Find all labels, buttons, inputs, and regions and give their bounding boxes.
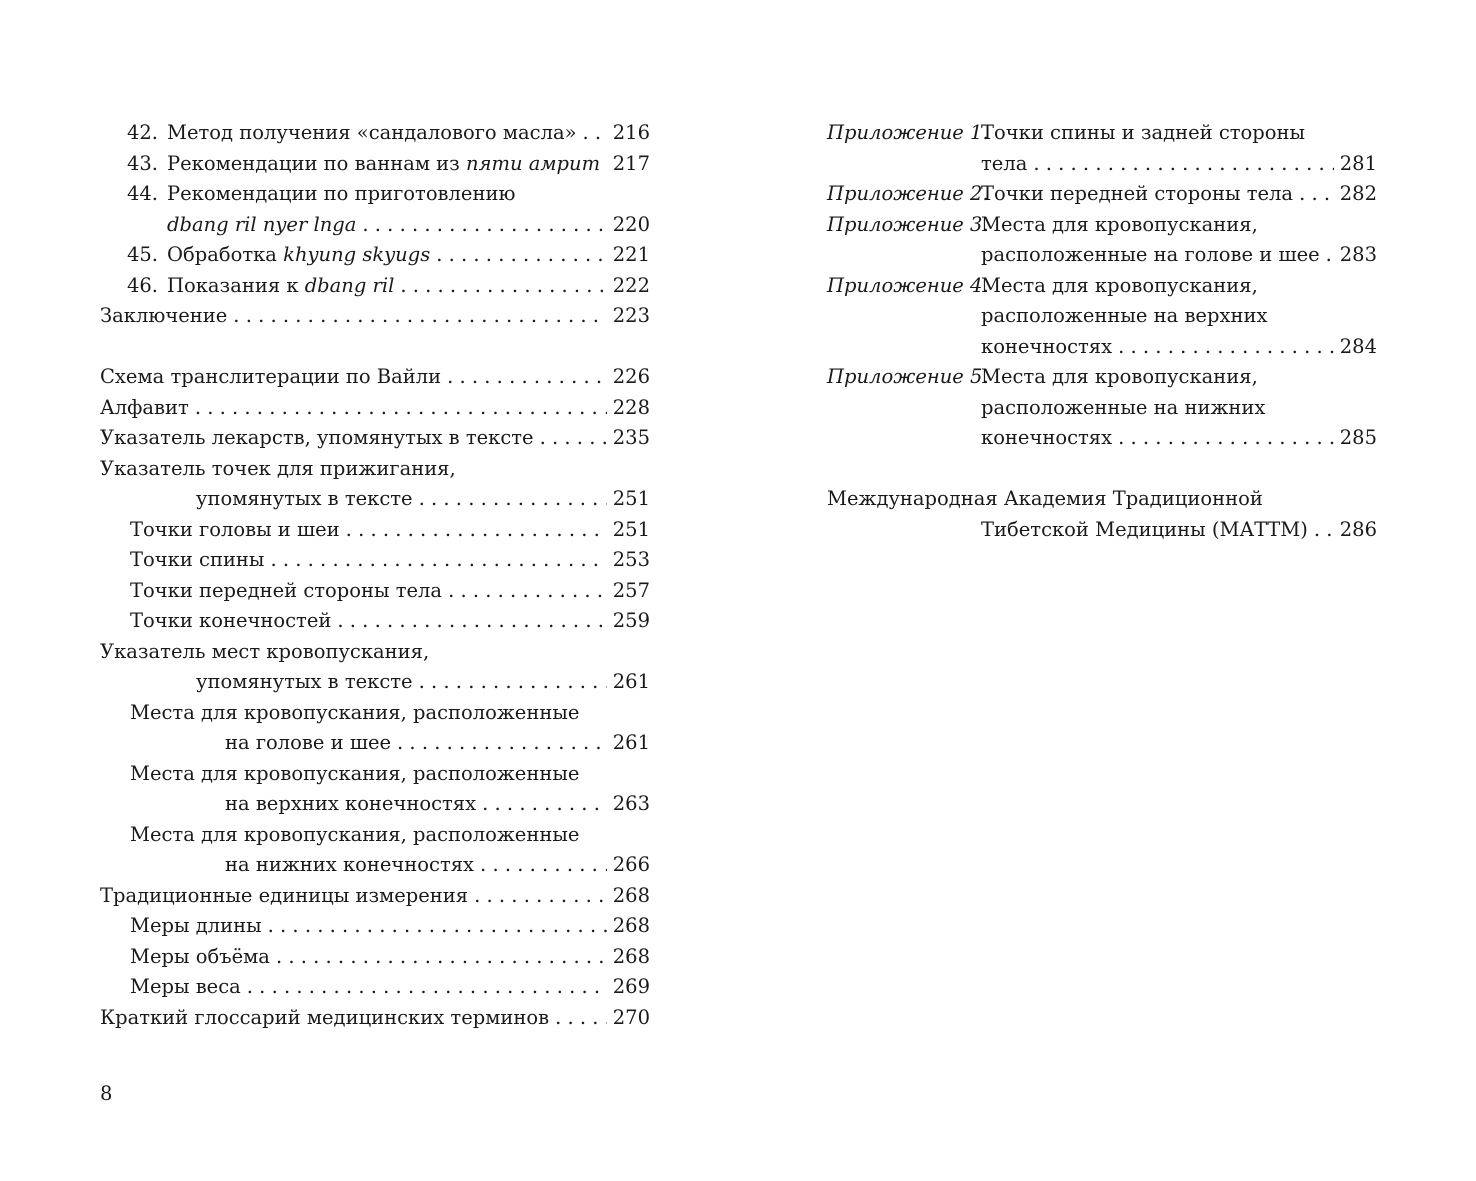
entry-title: упомянутых в тексте	[196, 487, 413, 510]
toc-entry[interactable]	[100, 118, 650, 149]
section-gap	[100, 332, 650, 363]
appendix-entry[interactable]	[827, 118, 1377, 149]
entry-title: конечностях	[981, 334, 1113, 358]
entry-page: 223	[612, 304, 650, 327]
entry-title: Места для кровопускания,	[981, 365, 1258, 388]
entry-page: 268	[612, 914, 650, 937]
entry-title: расположенные на нижних	[981, 395, 1266, 419]
toc-entry[interactable]	[100, 271, 650, 302]
entry-title: Меры веса	[130, 975, 241, 998]
entry-title-italic: dbang ril nyer lnga	[167, 212, 357, 236]
toc-entry[interactable]	[100, 423, 650, 454]
entry-page: 228	[612, 395, 650, 419]
leader-dots	[1118, 332, 1334, 363]
entry-title: Меры объёма	[130, 944, 270, 968]
appendix-entry[interactable]	[827, 210, 1377, 241]
entry-page: 283	[1339, 243, 1377, 266]
toc-subentry[interactable]	[100, 606, 650, 637]
entry-title-italic: khyung skyugs	[283, 243, 431, 266]
toc-subentry[interactable]	[100, 911, 650, 942]
toc-entry-continuation[interactable]	[827, 515, 1377, 546]
entry-title: Места для кровопускания, расположенные	[130, 761, 580, 785]
entry-title	[167, 240, 430, 271]
entry-number: 46.	[126, 273, 158, 297]
entry-title: Точки передней стороны тела	[981, 182, 1294, 205]
appendix-label: Приложение 1.	[827, 121, 989, 144]
leader-dots	[482, 789, 607, 820]
leader-dots	[195, 393, 607, 424]
entry-page: 251	[612, 487, 650, 510]
leader-dots	[1033, 149, 1333, 180]
toc-entry-continuation[interactable]	[100, 210, 650, 241]
leader-dots	[448, 576, 607, 607]
entry-title: Точки спины	[130, 548, 265, 571]
toc-subentry[interactable]	[100, 576, 650, 607]
toc-entry[interactable]	[100, 454, 650, 485]
entry-page: 284	[1339, 334, 1377, 358]
entry-title: Рекомендации по приготовлению	[167, 182, 516, 205]
toc-entry[interactable]	[100, 301, 650, 332]
entry-page: 266	[612, 853, 650, 876]
leader-dots	[337, 606, 606, 637]
entry-title-text: Показания к	[167, 273, 305, 297]
leader-dots	[268, 911, 607, 942]
appendix-entry[interactable]	[827, 179, 1377, 210]
leader-dots	[346, 515, 607, 546]
leader-dots	[247, 972, 607, 1003]
leader-dots	[362, 210, 606, 241]
toc-subentry[interactable]	[100, 698, 650, 729]
entry-page: 217	[612, 151, 650, 175]
leader-dots	[400, 271, 606, 302]
toc-entry[interactable]	[100, 149, 650, 180]
toc-entry-continuation[interactable]	[100, 789, 650, 820]
entry-number: 44.	[126, 182, 158, 205]
toc-entry-continuation[interactable]	[100, 667, 650, 698]
entry-page: 261	[612, 731, 650, 754]
appendix-entry-continuation[interactable]	[827, 301, 1377, 332]
toc-entry-continuation[interactable]	[100, 850, 650, 881]
toc-entry[interactable]	[100, 240, 650, 271]
entry-title: Тибетской Медицины (МАТТМ)	[981, 517, 1308, 541]
appendix-entry-continuation[interactable]	[827, 240, 1377, 271]
entry-title: Точки конечностей	[130, 609, 332, 632]
entry-page: 216	[612, 121, 650, 144]
leader-dots	[270, 545, 606, 576]
appendix-entry-continuation[interactable]	[827, 332, 1377, 363]
entry-page: 282	[1339, 182, 1377, 205]
entry-title: расположенные на голове и шее	[981, 243, 1320, 266]
appendix-label: Приложение 3.	[827, 212, 989, 236]
entry-page: 251	[612, 517, 650, 541]
entry-page: 222	[612, 273, 650, 297]
entry-page: 253	[612, 548, 650, 571]
entry-page: 285	[1339, 426, 1377, 449]
entry-page: 270	[612, 1005, 650, 1029]
entry-title-italic: пяти амрит	[466, 151, 601, 175]
toc-subentry[interactable]	[100, 820, 650, 851]
entry-title: Указатель лекарств, упомянутых в тексте	[100, 426, 534, 449]
entry-title-text: Обработка	[167, 243, 284, 266]
toc-subentry[interactable]	[100, 759, 650, 790]
entry-number: 43.	[126, 151, 158, 175]
toc-entry[interactable]	[100, 179, 650, 210]
leader-dots	[1118, 423, 1334, 454]
appendix-entry-continuation[interactable]	[827, 423, 1377, 454]
entry-number: 45.	[126, 243, 158, 266]
appendix-entry[interactable]	[827, 362, 1377, 393]
leader-dots	[583, 118, 607, 149]
entry-title: конечностях	[981, 426, 1113, 449]
toc-left-column	[100, 118, 650, 1033]
entry-page: 269	[612, 975, 650, 998]
entry-title: Схема транслитерации по Вайли	[100, 365, 442, 388]
entry-title: Места для кровопускания,	[981, 273, 1258, 297]
entry-title: расположенные на верхних	[981, 304, 1268, 327]
toc-entry[interactable]	[100, 362, 650, 393]
leader-dots	[276, 942, 607, 973]
entry-title: Места для кровопускания, расположенные	[130, 822, 580, 846]
entry-page: 286	[1339, 517, 1377, 541]
toc-subentry[interactable]	[100, 942, 650, 973]
entry-title: Заключение	[100, 304, 228, 327]
entry-page: 257	[612, 578, 650, 602]
entry-title: Краткий глоссарий медицинских терминов	[100, 1005, 550, 1029]
entry-page: 221	[612, 243, 650, 266]
toc-entry[interactable]	[100, 881, 650, 912]
toc-subentry[interactable]	[100, 972, 650, 1003]
entry-title: упомянутых в тексте	[196, 670, 413, 693]
leader-dots	[419, 484, 607, 515]
entry-page: 281	[1339, 151, 1377, 175]
leader-dots	[233, 301, 606, 332]
leader-dots	[540, 423, 607, 454]
entry-title: на нижних конечностях	[225, 853, 475, 876]
appendix-label: Приложение 5.	[827, 365, 989, 388]
appendix-label: Приложение 4.	[827, 273, 989, 297]
leader-dots	[436, 240, 607, 271]
entry-title: Точки передней стороны тела	[130, 578, 443, 602]
entry-title: Указатель мест кровопускания,	[100, 639, 430, 663]
entry-page: 263	[612, 792, 650, 815]
toc-entry[interactable]	[100, 393, 650, 424]
page-number: 8	[100, 1082, 113, 1105]
section-gap	[827, 454, 1377, 485]
entry-page: 259	[612, 609, 650, 632]
leader-dots	[397, 728, 607, 759]
entry-title-italic: dbang ril	[304, 273, 395, 297]
toc-entry-continuation[interactable]	[100, 484, 650, 515]
leader-dots	[419, 667, 607, 698]
entry-title: тела	[981, 151, 1028, 175]
entry-title: Точки спины и задней стороны	[981, 121, 1306, 144]
entry-title: Указатель точек для прижигания,	[100, 456, 456, 480]
leader-dots	[606, 149, 607, 180]
appendix-entry[interactable]	[827, 271, 1377, 302]
toc-entry[interactable]	[827, 484, 1377, 515]
leader-dots	[1326, 240, 1334, 271]
toc-entry[interactable]	[100, 1003, 650, 1034]
entry-page: 268	[612, 883, 650, 907]
entry-page: 261	[612, 670, 650, 693]
leader-dots	[555, 1003, 607, 1034]
toc-right-column	[827, 118, 1377, 545]
entry-page: 220	[612, 212, 650, 236]
toc-subentry[interactable]	[100, 545, 650, 576]
entry-title: Места для кровопускания, расположенные	[130, 700, 580, 724]
entry-title	[167, 271, 394, 302]
entry-page: 235	[612, 426, 650, 449]
entry-title: на верхних конечностях	[225, 792, 477, 815]
entry-page: 226	[612, 365, 650, 388]
entry-page: 268	[612, 944, 650, 968]
entry-title: Традиционные единицы измерения	[100, 883, 469, 907]
leader-dots	[474, 881, 607, 912]
appendix-entry-continuation[interactable]	[827, 393, 1377, 424]
entry-title-text: Рекомендации по ваннам из	[167, 151, 467, 175]
entry-title	[167, 149, 600, 180]
leader-dots	[1314, 515, 1334, 546]
toc-subentry[interactable]	[100, 515, 650, 546]
entry-title: на голове и шее	[225, 731, 392, 754]
entry-title: Места для кровопускания,	[981, 212, 1258, 236]
leader-dots	[480, 850, 607, 881]
toc-entry-continuation[interactable]	[100, 728, 650, 759]
appendix-label: Приложение 2.	[827, 182, 989, 205]
entry-title: Точки головы и шеи	[130, 517, 340, 541]
leader-dots	[447, 362, 607, 393]
leader-dots	[1299, 179, 1334, 210]
entry-title: Метод получения «сандалового масла»	[167, 121, 577, 144]
appendix-entry-continuation[interactable]	[827, 149, 1377, 180]
entry-title: Меры длины	[130, 914, 262, 937]
entry-title: Международная Академия Традиционной	[827, 487, 1263, 510]
entry-number: 42.	[126, 121, 158, 144]
toc-entry[interactable]	[100, 637, 650, 668]
entry-title: Алфавит	[100, 395, 189, 419]
